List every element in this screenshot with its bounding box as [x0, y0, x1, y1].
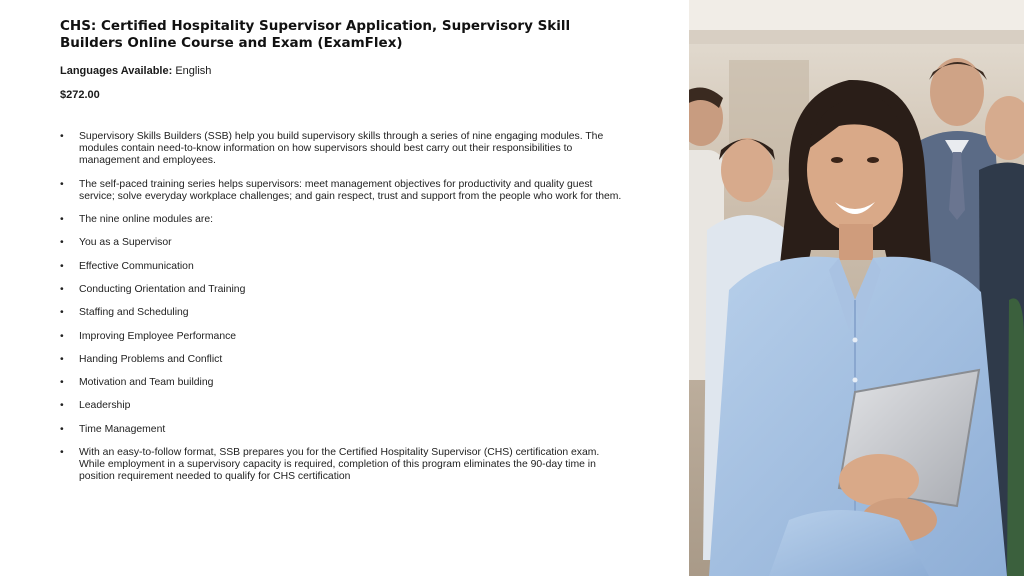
- list-item: • Staffing and Scheduling: [60, 307, 625, 319]
- languages-value: English: [175, 65, 212, 77]
- list-item: • The nine online modules are:: [60, 214, 625, 226]
- list-item: • Improving Employee Performance: [60, 331, 625, 343]
- course-header: [60, 18, 635, 102]
- list-item: • You as a Supervisor: [60, 237, 625, 249]
- languages-line: [60, 64, 635, 78]
- list-item: • Effective Communication: [60, 261, 625, 273]
- team-photo-illustration: [689, 0, 1024, 576]
- list-item: • Conducting Orientation and Training: [60, 284, 625, 296]
- course-price: $272.00: [60, 89, 100, 101]
- list-item: • Supervisory Skills Builders (SSB) help you build supervisory skills through a series of nine engaging modules. The modules contain need-to-know information on how supervisors should best carry out their responsibilities to management and employees.: [60, 131, 625, 168]
- list-item: • Leadership: [60, 400, 625, 412]
- list-item: • Handing Problems and Conflict: [60, 354, 625, 366]
- list-item: • With an easy-to-follow format, SSB prepares you for the Certified Hospitality Supervisor (CHS) certification exam. While employment in a supervisory capacity is required, completion of this program eliminates the 90-day time in position requirement needed to qualify for CHS certification: [60, 447, 625, 484]
- list-item: • Motivation and Team building: [60, 377, 625, 389]
- list-item: • The self-paced training series helps supervisors: meet management objectives for productivity and quality guest service; solve everyday workplace challenges; and gain respect, trust and support from the people who work for them.: [60, 179, 625, 203]
- list-item: • Time Management: [60, 424, 625, 436]
- languages-label: Languages Available:: [60, 65, 173, 77]
- hero-photo: [689, 0, 1024, 576]
- course-title: CHS: Certified Hospitality Supervisor Application, Supervisory Skill Builders Online Course and Exam (ExamFlex): [60, 18, 571, 51]
- description-list: [60, 131, 625, 495]
